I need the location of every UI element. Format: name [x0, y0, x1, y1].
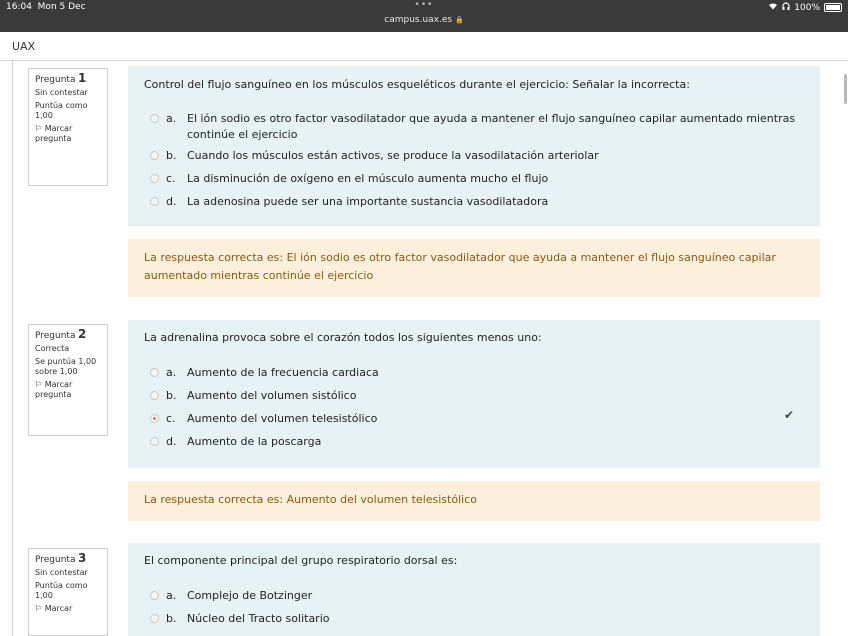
question-card-3: [128, 543, 820, 636]
radio-button[interactable]: [150, 151, 159, 160]
correct-check-icon: ✔: [784, 408, 795, 422]
address-bar[interactable]: campus.uax.es 🔒: [384, 15, 464, 25]
answer-option[interactable]: b. Cuando los músculos están activos, se produce la vasodilatación arteriolar: [150, 148, 810, 164]
answer-option[interactable]: a. El ión sodio es otro factor vasodilatador que ayuda a mantener el flujo sanguíneo capilar aumentado mientras continúe el ejercicio: [150, 111, 810, 143]
question-text: La adrenalina provoca sobre el corazón todos los siguientes menos uno:: [144, 331, 542, 344]
answer-option[interactable]: a. Complejo de Botzinger: [150, 588, 810, 604]
question-info-1: Pregunta 1 Sin contestar Puntúa como 1,00 ⚐ Marcar pregunta: [28, 68, 108, 186]
answer-option[interactable]: c. La disminución de oxígeno en el músculo aumenta mucho el flujo: [150, 171, 810, 187]
question-text: El componente principal del grupo respiratorio dorsal es:: [144, 554, 458, 567]
question-info-2: Pregunta 2 Correcta Se puntúa 1,00 sobre 1,00 ⚐ Marcar pregunta: [28, 324, 108, 436]
question-number: 1: [78, 71, 87, 85]
question-info-3: Pregunta 3 Sin contestar Puntúa como 1,00 ⚐ Marcar: [28, 548, 108, 636]
status-time: 16:04 Mon 5 Dec: [6, 2, 86, 12]
wifi-icon: [768, 2, 778, 13]
scrollbar-thumb[interactable]: [844, 74, 847, 104]
tab-dots[interactable]: •••: [414, 0, 434, 10]
flag-question-link[interactable]: ⚐ Marcar: [35, 604, 73, 613]
answer-option[interactable]: b. Aumento del volumen sistólico: [150, 388, 810, 404]
radio-button[interactable]: [150, 197, 159, 206]
flag-icon: ⚐: [35, 380, 43, 389]
feedback-correct-answer-2: La respuesta correcta es: Aumento del volumen telesistólico: [128, 481, 820, 521]
content-left-rule: [12, 60, 13, 636]
question-state: Correcta: [35, 344, 70, 353]
radio-button[interactable]: [150, 437, 159, 446]
question-state: Sin contestar: [35, 568, 88, 577]
question-card-1: [128, 66, 820, 226]
question-grade: Puntúa como 1,00: [35, 101, 88, 120]
question-number: 3: [78, 551, 87, 565]
flag-icon: ⚐: [35, 124, 43, 133]
flag-question-link[interactable]: ⚐ Marcar pregunta: [35, 380, 73, 399]
answer-option[interactable]: d. Aumento de la poscarga: [150, 434, 810, 450]
question-grade: Puntúa como 1,00: [35, 581, 88, 600]
question-grade: Se puntúa 1,00 sobre 1,00: [35, 357, 97, 376]
answer-option[interactable]: d. La adenosina puede ser una importante sustancia vasodilatadora: [150, 194, 810, 210]
flag-icon: ⚐: [35, 604, 43, 613]
status-indicators: [768, 2, 842, 13]
question-card-2: [128, 320, 820, 468]
ios-status-bar: [0, 0, 848, 32]
site-brand[interactable]: UAX: [12, 40, 36, 53]
radio-button[interactable]: [150, 614, 159, 623]
radio-button-selected[interactable]: [150, 414, 159, 423]
answer-option-selected[interactable]: c. Aumento del volumen telesistólico: [150, 411, 810, 427]
radio-button[interactable]: [150, 391, 159, 400]
flag-question-link[interactable]: ⚐ Marcar pregunta: [35, 124, 73, 143]
radio-button[interactable]: [150, 114, 159, 123]
lock-icon: 🔒: [455, 16, 464, 24]
question-number: 2: [78, 327, 87, 341]
radio-button[interactable]: [150, 174, 159, 183]
site-header: [0, 32, 848, 61]
feedback-correct-answer-1: La respuesta correcta es: El ión sodio es otro factor vasodilatador que ayuda a mantener el flujo sanguíneo capilar aumentado mientras continúe el ejercicio: [128, 239, 820, 297]
question-text: Control del flujo sanguíneo en los músculos esqueléticos durante el ejercicio: Señalar la incorrecta:: [144, 78, 690, 91]
answer-option[interactable]: a. Aumento de la frecuencia cardiaca: [150, 365, 810, 381]
battery-percent: 100%: [794, 2, 820, 13]
radio-button[interactable]: [150, 368, 159, 377]
answer-option[interactable]: b. Núcleo del Tracto solitario: [150, 611, 810, 627]
battery-icon: [824, 3, 842, 12]
question-state: Sin contestar: [35, 88, 88, 97]
headphones-icon: [782, 2, 790, 13]
radio-button[interactable]: [150, 591, 159, 600]
